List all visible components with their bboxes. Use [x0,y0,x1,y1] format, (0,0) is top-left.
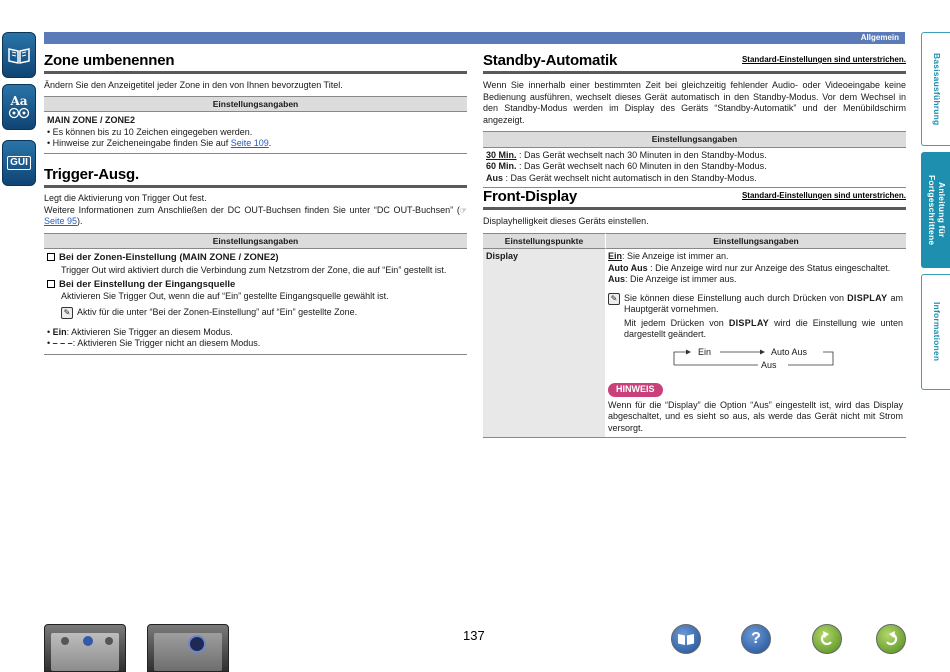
back-button[interactable] [812,624,842,654]
table-body [44,249,467,354]
option-row: Auto Aus : Die Anzeige wird nur zur Anzeige des Status eingeschaltet. [608,262,891,273]
front-display-section [483,188,906,438]
default-note: Standard-Einstellungen sind unterstrichen. [741,55,906,64]
page-link[interactable]: Seite 109 [230,138,269,149]
display-cycle-diagram [668,345,848,375]
forward-arrow-icon [882,630,900,648]
checkbox-icon [47,253,55,261]
page-link[interactable]: Seite 95 [44,216,78,227]
legend-item: • – – –: Aktivieren Sie Trigger nicht an diesem Modus. [47,338,261,349]
gui-screen-icon: GUI [7,156,31,170]
cycle-step: Ein [698,347,712,357]
legend-item: • Ein: Aktivieren Sie Trigger an diesem Modus. [47,326,233,337]
default-note: Standard-Einstellungen sind unterstrichen. [741,191,906,200]
subheading-text: Trigger Out wird aktiviert durch die Verbindung zum Netzstrom der Zone, die auf “Ein” gestellt ist. [61,264,447,275]
page-number: 137 [463,628,485,643]
section-intro: Wenn Sie innerhalb einer bestimmten Zeit bei gleichzeitig fehlender Audio- oder Videoeingabe keine Bedienung ausführen, wechselt dieses Gerät automatisch in den Standby-Modus. Vor dem Wechsel in den Standby-Modus werden im Display des Geräts “Standby-Automatik” und der Menübildschirm angezeigt. [483,80,906,125]
cycle-step: Aus [761,360,777,370]
cycle-arrows [668,345,848,375]
subheading: Bei der Zonen-Einstellung (MAIN ZONE / ZONE2) [47,252,464,264]
symbols-tab[interactable] [2,84,36,130]
table-header: Einstellungsangaben [605,233,906,250]
list-item: • Es können bis zu 10 Zeichen eingegeben werden. [47,126,253,137]
option-row: Ein: Sie Anzeige ist immer an. [608,251,729,262]
table-header: Einstellungsangaben [44,96,467,113]
pencil-note-icon: ✎ [61,307,73,319]
settings-table [483,233,906,439]
note: ✎ Aktiv für die unter “Bei der Zonen-Einstellung” auf “Ein” gestellte Zone. [47,307,464,319]
section-intro: Displayhelligkeit dieses Geräts einstellen. [483,216,649,226]
tab-fortgeschrittene[interactable]: Anleitung für Fortgeschrittene [921,152,950,268]
front-panel-icon [51,633,119,671]
remote-button[interactable] [147,624,229,672]
remote-control-icon [154,633,222,671]
option-row: Aus: Die Anzeige ist immer aus. [608,274,737,285]
setting-values [605,249,906,438]
cycle-step: Auto Aus [771,347,808,357]
remote-buttons-icon [8,107,30,119]
section-intro: Weitere Informationen zum Anschließen der DC OUT-Buchsen finden Sie unter “DC OUT-Buchsen” (☞Seite 95). [44,204,467,227]
section-heading: Front-Display Standard-Einstellungen sind unterstrichen. [483,188,906,210]
note: ✎ Sie können diese Einstellung auch durch Drücken von DISPLAY am Hauptgerät vornehmen. Mit jedem Drücken von DISPLAY wird die Einstellung wie unten dargestellt geändert. [608,293,903,341]
table-body [483,148,906,189]
setting-key: Display [483,249,605,438]
tab-informationen[interactable]: Informationen [921,274,950,390]
text-symbols-icon: Aa [10,94,28,108]
hinweis-text: Wenn für die “Display” die Option “Aus” eingestellt ist, wird das Display abgeschaltet, und es sieht so aus, als werde das Gerät nicht mit Strom versorgt. [608,399,903,433]
section-title: Allgemein [860,33,899,42]
book-icon [7,45,31,65]
table-header: Einstellungsangaben [483,131,906,148]
tab-basisausfuehrung[interactable]: Basisausführung [921,32,950,146]
reference-icon: ☞ [459,205,467,215]
table-body [44,112,467,154]
option-row: 60 Min. : Das Gerät wechselt nach 60 Minuten in den Standby-Modus. [486,161,767,172]
table-header: Einstellungsangaben [44,233,467,250]
pencil-note-icon: ✎ [608,293,620,305]
list-item: • Hinweise zur Zeicheneingabe finden Sie auf Seite 109. [47,138,272,149]
trigger-section [44,166,467,355]
subheading-text: Aktivieren Sie Trigger Out, wenn die auf “Ein” gestellte Eingangsquelle gewählt ist. [61,291,389,302]
contents-tab[interactable] [2,32,36,78]
option-row: Aus : Das Gerät wechselt nicht automatisch in den Standby-Modus. [486,172,757,183]
standby-section [483,52,906,188]
section-intro: Legt die Aktivierung von Trigger Out fest. [44,193,207,203]
zone-rename-section [44,52,467,154]
section-heading: Trigger-Ausg. [44,166,467,188]
subheading: Bei der Einstellung der Eingangsquelle [47,279,464,291]
back-arrow-icon [818,630,836,648]
checkbox-icon [47,280,55,288]
help-button[interactable] [741,624,771,654]
table-header: Einstellungspunkte [483,233,605,250]
question-icon: ? [751,629,761,647]
contents-button[interactable] [671,624,701,654]
option-row: 30 Min. : Das Gerät wechselt nach 30 Minuten in den Standby-Modus. [486,149,767,160]
front-panel-button[interactable] [44,624,126,672]
gui-tab[interactable] [2,140,36,186]
section-bar [44,32,905,44]
section-intro: Ändern Sie den Anzeigetitel jeder Zone in den von Ihnen bevorzugten Titel. [44,80,343,90]
zone-label: MAIN ZONE / ZONE2 [47,115,136,126]
forward-button[interactable] [876,624,906,654]
section-heading: Zone umbenennen [44,52,467,74]
section-heading: Standby-Automatik Standard-Einstellungen sind unterstrichen. [483,52,906,74]
book-icon [677,632,695,646]
hinweis-badge: HINWEIS [608,383,663,397]
